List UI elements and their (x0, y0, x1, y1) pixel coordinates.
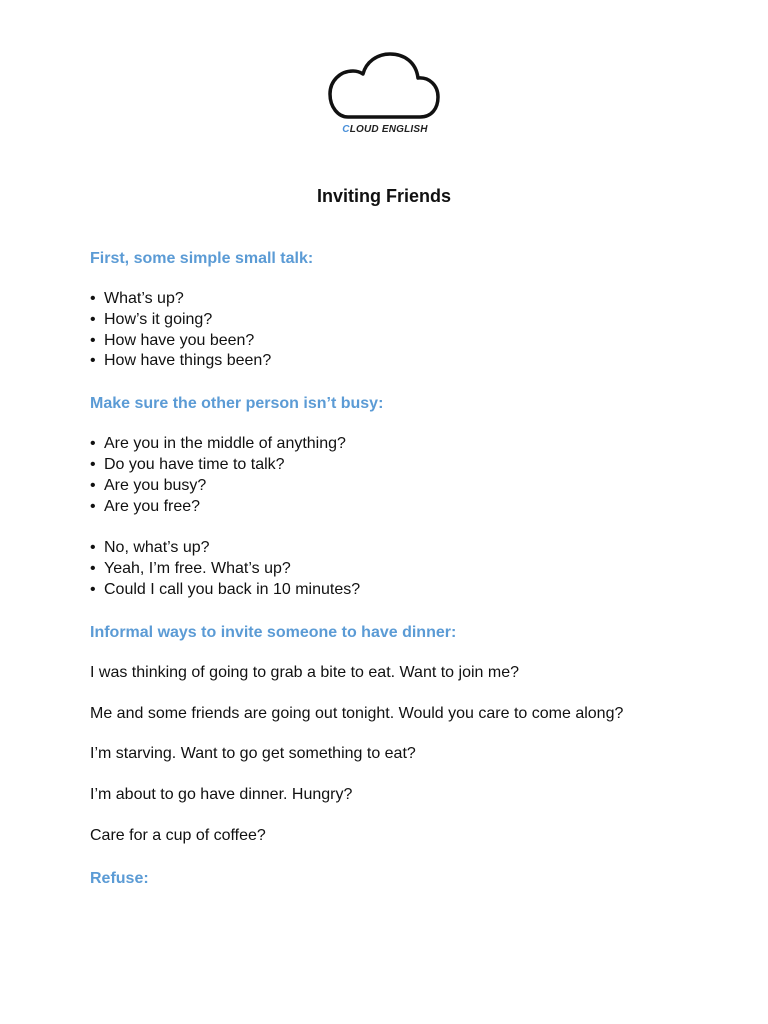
list-item: • Are you busy? (90, 476, 690, 497)
paragraph: I was thinking of going to grab a bite to eat. Want to join me? (90, 663, 519, 681)
list-item: • Yeah, I’m free. What’s up? (90, 559, 690, 580)
paragraph: Care for a cup of coffee? (90, 826, 266, 844)
list-item: • How’s it going? (90, 310, 690, 331)
list-item: • Do you have time to talk? (90, 455, 690, 476)
list-item: • What’s up? (90, 289, 690, 310)
list-item: • Are you free? (90, 497, 690, 518)
list-item: • How have you been? (90, 331, 690, 352)
list-item: • Could I call you back in 10 minutes? (90, 580, 690, 601)
not-busy-questions-list (90, 434, 690, 517)
section-heading-small-talk: First, some simple small talk: (90, 250, 314, 267)
brand-rest: LOUD ENGLISH (349, 124, 428, 135)
list-item: • Are you in the middle of anything? (90, 434, 690, 455)
paragraph: Me and some friends are going out tonight. Would you care to come along? (90, 704, 624, 722)
section-heading-not-busy: Make sure the other person isn’t busy: (90, 395, 384, 413)
page-title: Inviting Friends (316, 186, 451, 206)
not-busy-answers-list (90, 538, 690, 600)
small-talk-list (90, 289, 690, 372)
paragraph: I’m about to go have dinner. Hungry? (90, 786, 353, 804)
document-body (90, 248, 690, 889)
cloud-icon (326, 50, 444, 122)
brand-name (326, 124, 444, 135)
paragraph: I’m starving. Want to go get something to eat? (90, 745, 416, 763)
brand-logo (326, 50, 444, 140)
section-heading-informal-invite: Informal ways to invite someone to have dinner: (90, 623, 457, 641)
list-item: • How have things been? (90, 351, 690, 372)
section-heading-refuse: Refuse: (90, 869, 149, 887)
list-item: • No, what’s up? (90, 538, 690, 559)
brand-initial: C (342, 124, 350, 135)
